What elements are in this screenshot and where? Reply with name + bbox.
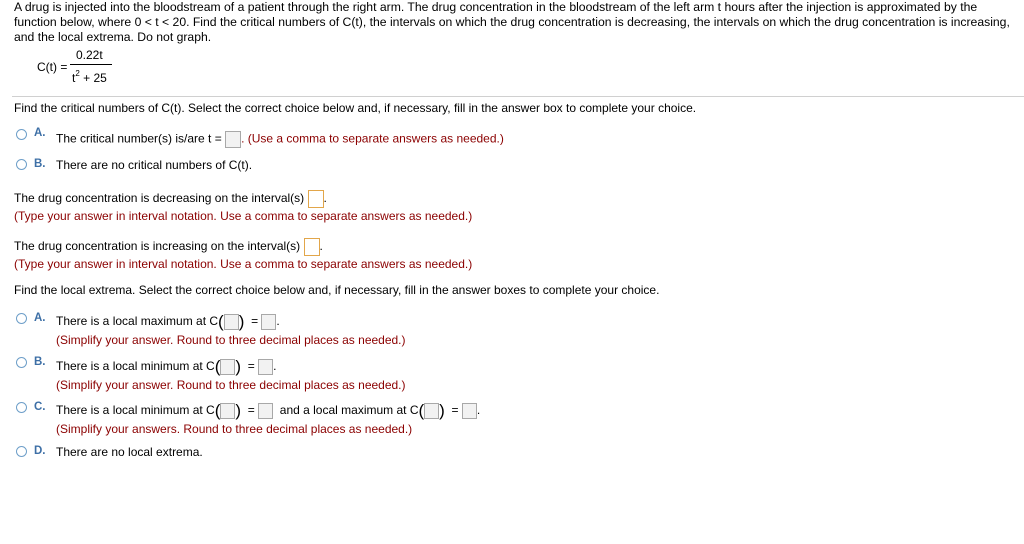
increasing-interval-input[interactable] <box>304 238 320 256</box>
q2-period: . <box>323 191 327 206</box>
q1-option-a-letter: A. <box>34 127 46 139</box>
fraction-bar <box>70 64 112 65</box>
den-rest: + 25 <box>79 71 107 85</box>
period: . <box>476 403 481 418</box>
q4-option-c-hint: (Simplify your answers. Round to three decimal places as needed.) <box>56 422 413 436</box>
q4-option-b-radio[interactable] <box>16 357 27 368</box>
critical-numbers-input[interactable] <box>225 131 241 148</box>
local-max-value-input[interactable] <box>261 314 276 330</box>
function-denominator <box>72 69 107 85</box>
q4-option-a-radio[interactable] <box>16 313 27 324</box>
q4-option-a <box>56 314 280 330</box>
close-paren: ) <box>439 401 445 420</box>
q4-option-c-letter: C. <box>34 401 46 413</box>
q1-option-a-hint: . (Use a comma to separate answers as needed.) <box>241 131 504 146</box>
divider <box>12 96 1024 97</box>
function-numerator: 0.22t <box>76 48 103 62</box>
q3-line <box>14 238 323 256</box>
q1-option-a <box>56 131 504 148</box>
c-local-max-t-input[interactable] <box>424 403 439 419</box>
equals-sign: = <box>247 403 255 418</box>
local-max-t-input[interactable] <box>224 314 239 330</box>
q4-option-c <box>56 403 480 419</box>
q4-option-b-text: There is a local minimum at C <box>56 359 215 374</box>
q1-option-b-letter: B. <box>34 158 46 170</box>
open-paren: ( <box>218 312 224 331</box>
q1-option-a-text: The critical number(s) is/are t = <box>56 131 222 146</box>
q1-option-a-radio[interactable] <box>16 129 27 140</box>
local-min-value-input[interactable] <box>258 359 273 375</box>
q2-line <box>14 190 327 208</box>
q4-option-b-hint: (Simplify your answer. Round to three decimal places as needed.) <box>56 378 406 392</box>
period: . <box>273 359 277 374</box>
q4-option-d-letter: D. <box>34 445 46 457</box>
den-exponent: 2 <box>75 69 80 78</box>
local-min-t-input[interactable] <box>220 359 235 375</box>
open-paren: ( <box>418 401 425 420</box>
c-local-min-value-input[interactable] <box>258 403 273 419</box>
close-paren: ) <box>235 401 242 420</box>
open-paren: ( <box>214 357 221 376</box>
q1-option-b-radio[interactable] <box>16 159 27 170</box>
c-local-min-t-input[interactable] <box>220 403 235 419</box>
open-paren: ( <box>214 401 221 420</box>
q4-option-b-letter: B. <box>34 356 46 368</box>
q4-option-b <box>56 359 276 375</box>
q1-option-b-text: There are no critical numbers of C(t). <box>56 158 253 172</box>
q4-option-a-letter: A. <box>34 312 46 324</box>
equals-sign: = <box>247 359 255 374</box>
q1-prompt: Find the critical numbers of C(t). Select the correct choice below and, if necessary, fill in the answer box to complete your choice. <box>14 101 697 115</box>
equals-sign: = <box>451 403 459 418</box>
decreasing-interval-input[interactable] <box>308 190 324 208</box>
q4-option-c-radio[interactable] <box>16 402 27 413</box>
q4-prompt: Find the local extrema. Select the correct choice below and, if necessary, fill in the answer boxes to complete your choice. <box>14 283 660 297</box>
close-paren: ) <box>238 312 245 331</box>
q3-period: . <box>319 239 323 254</box>
period: . <box>276 314 280 329</box>
q4-option-a-hint: (Simplify your answer. Round to three decimal places as needed.) <box>56 333 406 347</box>
close-paren: ) <box>235 357 242 376</box>
q2-text: The drug concentration is decreasing on the interval(s) <box>14 191 305 206</box>
problem-statement: A drug is injected into the bloodstream of a patient through the right arm. The drug concentration in the bloodstream of the left arm t hours after the injection is approximated by the function below, where 0 < t < 20. Find the critical numbers of C(t), the intervals on which the drug concentration is decreasing, the intervals on which the drug concentration is increasing, and the local extrema. Do not graph. <box>14 0 1010 44</box>
q4-option-d-radio[interactable] <box>16 446 27 457</box>
q3-hint: (Type your answer in interval notation. Use a comma to separate answers as needed.) <box>14 257 473 271</box>
q2-hint: (Type your answer in interval notation. Use a comma to separate answers as needed.) <box>14 209 473 223</box>
q4-option-c-text1: There is a local minimum at C <box>56 403 215 418</box>
function-lhs: C(t) = <box>37 60 68 74</box>
q3-text: The drug concentration is increasing on the interval(s) <box>14 239 301 254</box>
den-base: t <box>72 71 76 85</box>
q4-option-c-text2: and a local maximum at C <box>279 403 419 418</box>
q4-option-a-text: There is a local maximum at C <box>56 314 219 329</box>
equals-sign: = <box>251 314 259 329</box>
c-local-max-value-input[interactable] <box>462 403 477 419</box>
q4-option-d-text: There are no local extrema. <box>56 445 203 459</box>
